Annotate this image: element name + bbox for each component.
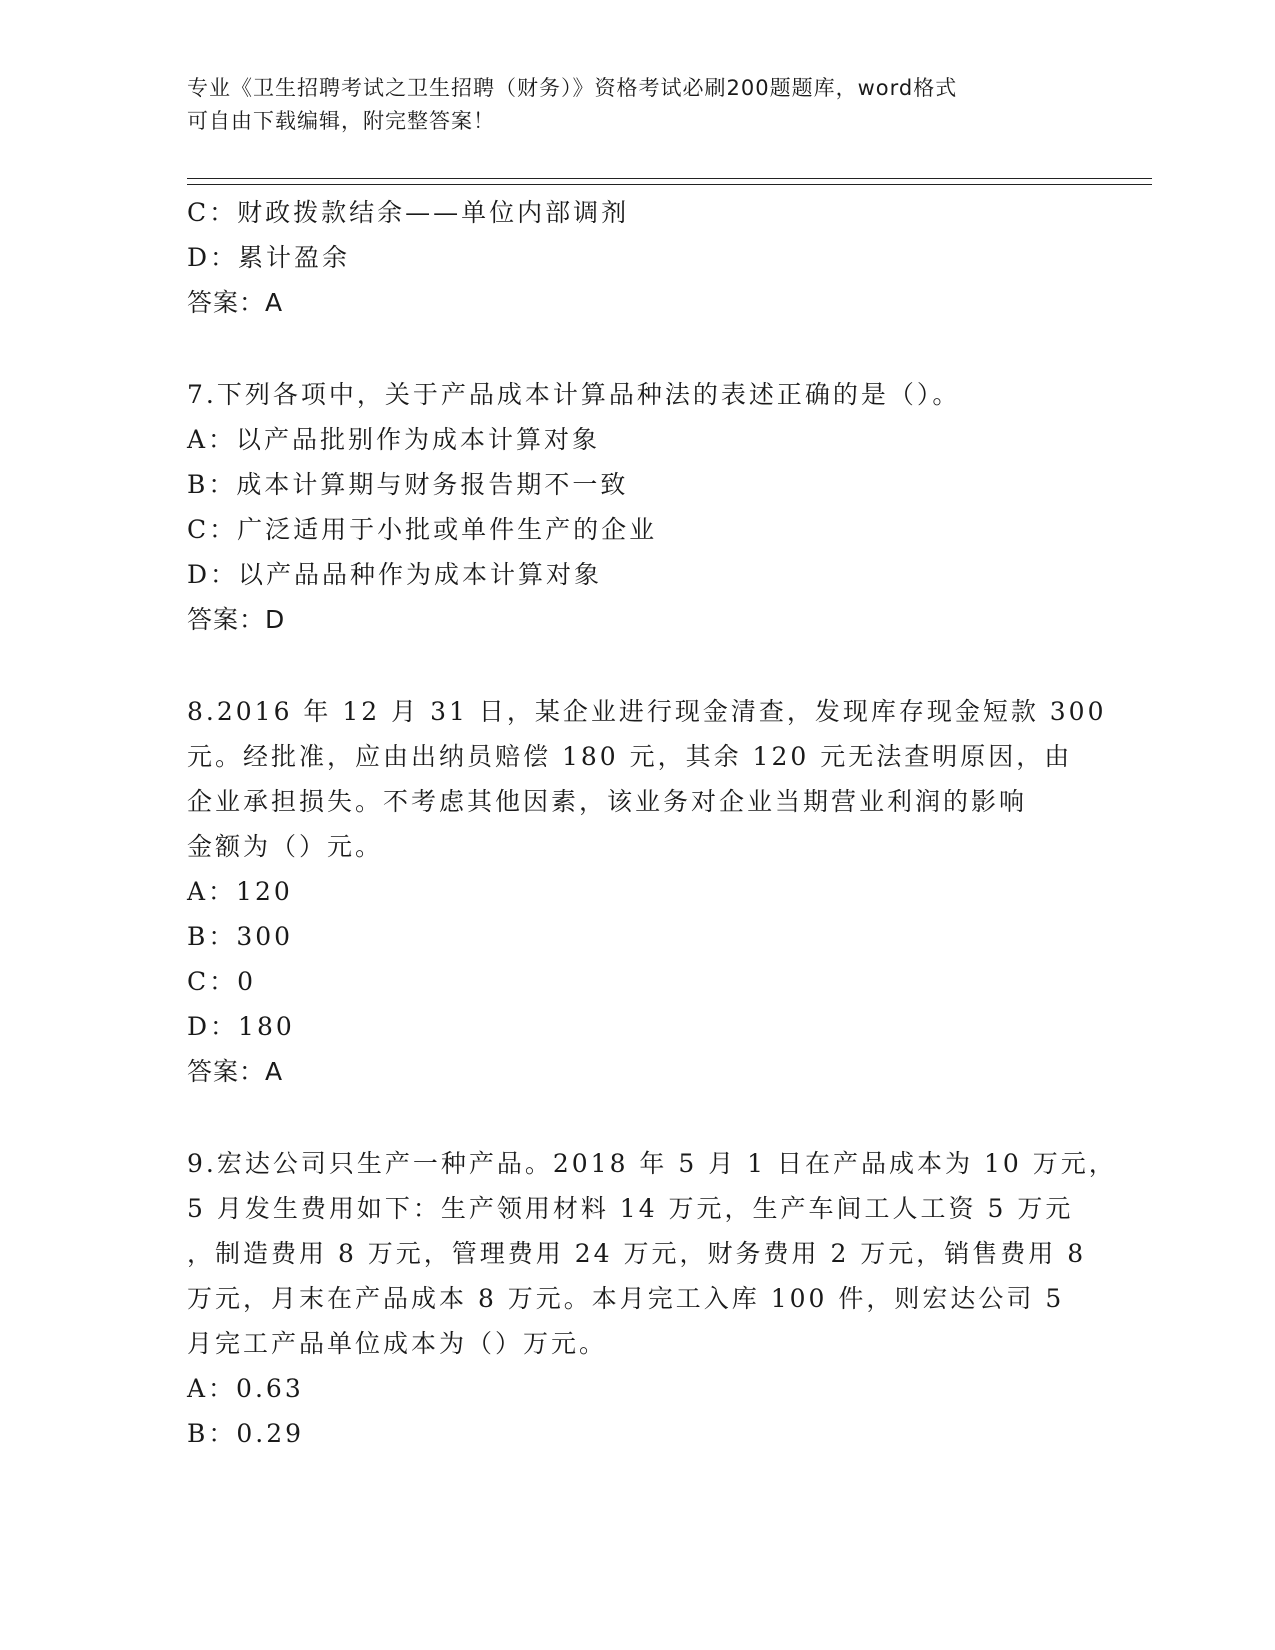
q9-question-line: 5 月发生费用如下：生产领用材料 14 万元，生产车间工人工资 5 万元	[187, 1194, 1074, 1223]
q9-question-line: 9.宏达公司只生产一种产品。2018 年 5 月 1 日在产品成本为 10 万元，	[187, 1149, 1117, 1178]
q9-option-b: B：0.29	[187, 1419, 305, 1448]
q7-option-a: A：以产品批别作为成本计算对象	[187, 425, 601, 454]
q9-question-line: 万元，月末在产品成本 8 万元。本月完工入库 100 件，则宏达公司 5	[187, 1284, 1065, 1313]
question-9	[187, 1141, 1117, 1456]
spacer	[187, 1094, 1077, 1141]
header-line-2: 可自由下载编辑，附完整答案！	[187, 109, 495, 133]
q8-question	[187, 689, 1107, 869]
q8-option-b: B：300	[187, 922, 294, 951]
q8-option-c: C：0	[187, 967, 257, 996]
q9-question	[187, 1141, 1117, 1366]
q8-question-line: 8.2016 年 12 月 31 日，某企业进行现金清查，发现库存现金短款 300	[187, 697, 1107, 726]
q7-option-c: C：广泛适用于小批或单件生产的企业	[187, 515, 658, 544]
spacer	[187, 325, 1077, 372]
header-line-1: 专业《卫生招聘考试之卫生招聘（财务）》资格考试必刷200题题库，word格式	[187, 76, 958, 100]
q8-question-line: 企业承担损失。不考虑其他因素，该业务对企业当期营业利润的影响	[187, 787, 1028, 816]
q6-option-d: D：累计盈余	[187, 243, 351, 272]
question-8	[187, 689, 1107, 1094]
q8-option-a: A：120	[187, 877, 293, 906]
q7-option-d: D：以产品品种作为成本计算对象	[187, 560, 603, 589]
q7-answer: 答案：D	[187, 605, 286, 634]
q9-question-line: ，制造费用 8 万元，管理费用 24 万元，财务费用 2 万元，销售费用 8	[187, 1239, 1087, 1268]
header-rule-bottom	[187, 184, 1152, 185]
question-content	[187, 190, 1117, 1456]
q6-answer: 答案：A	[187, 288, 284, 317]
question-6	[187, 190, 1077, 325]
q8-question-line: 金额为（）元。	[187, 832, 384, 861]
q6-option-c: C：财政拨款结余——单位内部调剂	[187, 198, 630, 227]
document-header	[187, 72, 1077, 138]
header-rule-top	[187, 178, 1152, 179]
q7-question: 7.下列各项中，关于产品成本计算品种法的表述正确的是（）。	[187, 380, 961, 409]
q7-option-b: B：成本计算期与财务报告期不一致	[187, 470, 629, 499]
q9-question-line: 月完工产品单位成本为（）万元。	[187, 1329, 608, 1358]
q9-option-a: A：0.63	[187, 1374, 304, 1403]
q8-answer: 答案：A	[187, 1057, 284, 1086]
q8-question-line: 元。经批准，应由出纳员赔偿 180 元，其余 120 元无法查明原因，由	[187, 742, 1073, 771]
q8-option-d: D：180	[187, 1012, 295, 1041]
spacer	[187, 642, 1077, 689]
question-7	[187, 372, 1077, 642]
